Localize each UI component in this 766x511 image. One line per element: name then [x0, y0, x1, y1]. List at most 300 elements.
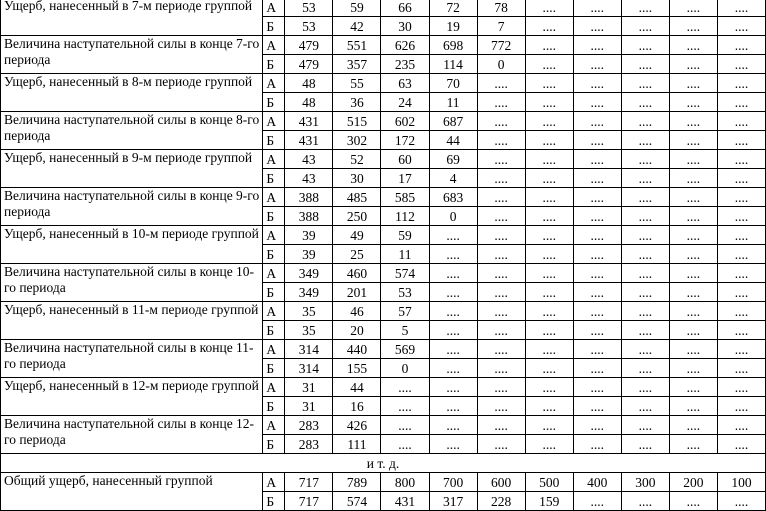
group-label-a: А	[263, 416, 285, 435]
table-row	[1, 188, 766, 207]
value-cell: ....	[717, 169, 765, 188]
value-cell: 426	[333, 416, 381, 435]
value-cell: ....	[717, 188, 765, 207]
value-cell: 440	[333, 340, 381, 359]
value-cell: ....	[621, 150, 669, 169]
value-cell: ....	[573, 245, 621, 264]
value-cell: 789	[333, 473, 381, 492]
value-cell: 48	[285, 74, 333, 93]
value-cell: 43	[285, 150, 333, 169]
row-label: Ущерб, нанесенный в 11-м периоде группой	[1, 302, 263, 340]
value-cell: ....	[525, 150, 573, 169]
value-cell: 100	[717, 473, 765, 492]
value-cell: 431	[285, 131, 333, 150]
value-cell: 11	[429, 93, 477, 112]
value-cell: 155	[333, 359, 381, 378]
table-row	[1, 378, 766, 397]
value-cell: 44	[429, 131, 477, 150]
value-cell: ....	[525, 112, 573, 131]
value-cell: ....	[525, 17, 573, 36]
value-cell: 515	[333, 112, 381, 131]
value-cell: ....	[621, 435, 669, 454]
row-label: Величина наступательной силы в конце 11-го периода	[1, 340, 263, 378]
group-label-a: А	[263, 112, 285, 131]
group-label-b: Б	[263, 207, 285, 226]
value-cell: ....	[477, 378, 525, 397]
value-cell: ....	[621, 283, 669, 302]
group-label-b: Б	[263, 397, 285, 416]
value-cell: ....	[525, 302, 573, 321]
value-cell: ....	[669, 264, 717, 283]
value-cell: 772	[477, 36, 525, 55]
row-label: Величина наступательной силы в конце 7-го периода	[1, 36, 263, 74]
value-cell: ....	[381, 416, 429, 435]
value-cell: 357	[333, 55, 381, 74]
value-cell: 20	[333, 321, 381, 340]
value-cell: ....	[717, 359, 765, 378]
value-cell: ....	[477, 245, 525, 264]
value-cell: 35	[285, 321, 333, 340]
value-cell: 30	[333, 169, 381, 188]
value-cell: ....	[525, 188, 573, 207]
group-label-b: Б	[263, 321, 285, 340]
value-cell: ....	[621, 245, 669, 264]
value-cell: 25	[333, 245, 381, 264]
row-label: Ущерб, нанесенный в 10-м периоде группой	[1, 226, 263, 264]
value-cell: 48	[285, 93, 333, 112]
etc-label: и т. д.	[1, 454, 766, 473]
value-cell: ....	[669, 131, 717, 150]
value-cell: ....	[573, 93, 621, 112]
value-cell: 0	[381, 359, 429, 378]
value-cell: ....	[669, 340, 717, 359]
value-cell: ....	[669, 226, 717, 245]
value-cell: 585	[381, 188, 429, 207]
row-label: Величина наступательной силы в конце 9-го периода	[1, 188, 263, 226]
value-cell: ....	[573, 188, 621, 207]
value-cell: ....	[669, 416, 717, 435]
value-cell: ....	[717, 207, 765, 226]
value-cell: ....	[573, 416, 621, 435]
group-label-a: А	[263, 302, 285, 321]
group-label-b: Б	[263, 435, 285, 454]
value-cell: 250	[333, 207, 381, 226]
value-cell: 317	[429, 492, 477, 511]
value-cell: ....	[429, 226, 477, 245]
value-cell: ....	[717, 74, 765, 93]
value-cell: ....	[525, 416, 573, 435]
group-label-a: А	[263, 340, 285, 359]
value-cell: ....	[621, 321, 669, 340]
value-cell: 112	[381, 207, 429, 226]
value-cell: ....	[573, 321, 621, 340]
value-cell: 70	[429, 74, 477, 93]
table-row	[1, 74, 766, 93]
value-cell: ....	[621, 17, 669, 36]
group-label-b: Б	[263, 93, 285, 112]
value-cell: ....	[525, 321, 573, 340]
group-label-b: Б	[263, 17, 285, 36]
value-cell: 53	[285, 0, 333, 17]
value-cell: 39	[285, 226, 333, 245]
value-cell: ....	[525, 435, 573, 454]
value-cell: ....	[525, 55, 573, 74]
value-cell: 698	[429, 36, 477, 55]
value-cell: ....	[573, 55, 621, 74]
value-cell: ....	[573, 74, 621, 93]
value-cell: ....	[525, 131, 573, 150]
value-cell: ....	[621, 0, 669, 17]
value-cell: ....	[669, 492, 717, 511]
value-cell: ....	[525, 93, 573, 112]
table-row	[1, 150, 766, 169]
value-cell: ....	[573, 435, 621, 454]
value-cell: 60	[381, 150, 429, 169]
value-cell: ....	[621, 226, 669, 245]
value-cell: ....	[573, 359, 621, 378]
value-cell: ....	[573, 112, 621, 131]
table-row	[1, 302, 766, 321]
row-label: Ущерб, нанесенный в 8-м периоде группой	[1, 74, 263, 112]
value-cell: ....	[669, 55, 717, 74]
value-cell: 49	[333, 226, 381, 245]
value-cell: ....	[669, 283, 717, 302]
row-label: Общий ущерб, нанесенный группой	[1, 473, 263, 511]
value-cell: 479	[285, 55, 333, 74]
value-cell: ....	[717, 435, 765, 454]
value-cell: 55	[333, 74, 381, 93]
value-cell: ....	[669, 17, 717, 36]
value-cell: ....	[429, 416, 477, 435]
value-cell: ....	[525, 169, 573, 188]
value-cell: ....	[429, 340, 477, 359]
value-cell: ....	[717, 264, 765, 283]
value-cell: ....	[621, 340, 669, 359]
value-cell: ....	[477, 150, 525, 169]
value-cell: ....	[525, 74, 573, 93]
value-cell: 349	[285, 283, 333, 302]
value-cell: ....	[669, 302, 717, 321]
value-cell: ....	[621, 264, 669, 283]
table-row	[1, 340, 766, 359]
value-cell: 283	[285, 435, 333, 454]
value-cell: 39	[285, 245, 333, 264]
value-cell: ....	[429, 264, 477, 283]
value-cell: 114	[429, 55, 477, 74]
value-cell: 36	[333, 93, 381, 112]
value-cell: ....	[429, 397, 477, 416]
value-cell: 35	[285, 302, 333, 321]
value-cell: ....	[717, 36, 765, 55]
value-cell: 431	[381, 492, 429, 511]
row-label: Величина наступательной силы в конце 10-го периода	[1, 264, 263, 302]
value-cell: ....	[477, 93, 525, 112]
table-row	[1, 264, 766, 283]
value-cell: ....	[429, 245, 477, 264]
value-cell: ....	[669, 359, 717, 378]
value-cell: ....	[621, 302, 669, 321]
group-label-b: Б	[263, 492, 285, 511]
value-cell: ....	[477, 188, 525, 207]
value-cell: ....	[573, 36, 621, 55]
value-cell: ....	[669, 150, 717, 169]
value-cell: ....	[381, 378, 429, 397]
value-cell: 314	[285, 340, 333, 359]
value-cell: ....	[525, 226, 573, 245]
value-cell: ....	[717, 55, 765, 74]
value-cell: 30	[381, 17, 429, 36]
value-cell: 57	[381, 302, 429, 321]
value-cell: ....	[717, 131, 765, 150]
value-cell: ....	[621, 112, 669, 131]
value-cell: 31	[285, 378, 333, 397]
value-cell: ....	[525, 359, 573, 378]
value-cell: ....	[621, 169, 669, 188]
value-cell: ....	[717, 226, 765, 245]
group-label-a: А	[263, 36, 285, 55]
value-cell: 717	[285, 492, 333, 511]
table-row	[1, 36, 766, 55]
value-cell: ....	[621, 397, 669, 416]
value-cell: ....	[717, 93, 765, 112]
value-cell: ....	[525, 207, 573, 226]
value-cell: 479	[285, 36, 333, 55]
value-cell: 11	[381, 245, 429, 264]
value-cell: 283	[285, 416, 333, 435]
group-label-a: А	[263, 473, 285, 492]
value-cell: 69	[429, 150, 477, 169]
value-cell: 460	[333, 264, 381, 283]
value-cell: ....	[717, 245, 765, 264]
value-cell: 52	[333, 150, 381, 169]
value-cell: ....	[429, 321, 477, 340]
value-cell: ....	[669, 207, 717, 226]
value-cell: ....	[717, 492, 765, 511]
value-cell: 200	[669, 473, 717, 492]
value-cell: ....	[573, 264, 621, 283]
value-cell: 388	[285, 207, 333, 226]
group-label-b: Б	[263, 283, 285, 302]
group-label-a: А	[263, 226, 285, 245]
value-cell: ....	[669, 112, 717, 131]
value-cell: 44	[333, 378, 381, 397]
value-cell: ....	[717, 17, 765, 36]
group-label-a: А	[263, 150, 285, 169]
group-label-a: А	[263, 74, 285, 93]
value-cell: ....	[429, 283, 477, 302]
value-cell: ....	[429, 359, 477, 378]
value-cell: 687	[429, 112, 477, 131]
value-cell: ....	[717, 397, 765, 416]
value-cell: 574	[333, 492, 381, 511]
value-cell: ....	[477, 264, 525, 283]
value-cell: 201	[333, 283, 381, 302]
group-label-b: Б	[263, 359, 285, 378]
table-row	[1, 112, 766, 131]
value-cell: ....	[525, 397, 573, 416]
value-cell: ....	[525, 378, 573, 397]
value-cell: ....	[669, 93, 717, 112]
value-cell: 500	[525, 473, 573, 492]
value-cell: ....	[477, 359, 525, 378]
value-cell: ....	[621, 55, 669, 74]
value-cell: ....	[669, 435, 717, 454]
value-cell: 59	[381, 226, 429, 245]
value-cell: ....	[573, 17, 621, 36]
value-cell: 574	[381, 264, 429, 283]
row-label: Ущерб, нанесенный в 7-м периоде группой	[1, 0, 263, 36]
value-cell: 72	[429, 0, 477, 17]
value-cell: ....	[477, 131, 525, 150]
group-label-a: А	[263, 378, 285, 397]
value-cell: 551	[333, 36, 381, 55]
value-cell: ....	[573, 169, 621, 188]
value-cell: ....	[621, 359, 669, 378]
value-cell: 159	[525, 492, 573, 511]
value-cell: 388	[285, 188, 333, 207]
table-row	[1, 416, 766, 435]
value-cell: 7	[477, 17, 525, 36]
value-cell: 42	[333, 17, 381, 36]
table-body	[1, 0, 766, 511]
value-cell: ....	[717, 340, 765, 359]
value-cell: 314	[285, 359, 333, 378]
value-cell: 78	[477, 0, 525, 17]
group-label-b: Б	[263, 55, 285, 74]
group-label-a: А	[263, 264, 285, 283]
value-cell: ....	[669, 0, 717, 17]
value-cell: ....	[669, 74, 717, 93]
value-cell: ....	[573, 207, 621, 226]
value-cell: 0	[477, 55, 525, 74]
value-cell: ....	[525, 36, 573, 55]
value-cell: ....	[573, 378, 621, 397]
value-cell: 602	[381, 112, 429, 131]
group-label-a: А	[263, 188, 285, 207]
group-label-a: А	[263, 0, 285, 17]
value-cell: ....	[621, 188, 669, 207]
value-cell: ....	[717, 302, 765, 321]
value-cell: ....	[477, 302, 525, 321]
value-cell: ....	[621, 36, 669, 55]
value-cell: ....	[669, 245, 717, 264]
value-cell: 349	[285, 264, 333, 283]
value-cell: 66	[381, 0, 429, 17]
value-cell: ....	[669, 188, 717, 207]
value-cell: 4	[429, 169, 477, 188]
value-cell: 0	[429, 207, 477, 226]
value-cell: ....	[669, 321, 717, 340]
value-cell: ....	[717, 321, 765, 340]
row-label: Величина наступательной силы в конце 8-го периода	[1, 112, 263, 150]
value-cell: 24	[381, 93, 429, 112]
value-cell: 485	[333, 188, 381, 207]
value-cell: ....	[573, 340, 621, 359]
value-cell: ....	[477, 112, 525, 131]
value-cell: ....	[477, 435, 525, 454]
value-cell: ....	[669, 36, 717, 55]
value-cell: 63	[381, 74, 429, 93]
value-cell: ....	[477, 169, 525, 188]
value-cell: ....	[525, 264, 573, 283]
table-row-etc	[1, 454, 766, 473]
value-cell: ....	[669, 397, 717, 416]
table-row	[1, 0, 766, 17]
value-cell: 16	[333, 397, 381, 416]
value-cell: ....	[573, 302, 621, 321]
value-cell: ....	[477, 283, 525, 302]
value-cell: 172	[381, 131, 429, 150]
value-cell: 683	[429, 188, 477, 207]
value-cell: 569	[381, 340, 429, 359]
group-label-b: Б	[263, 131, 285, 150]
value-cell: ....	[477, 321, 525, 340]
value-cell: ....	[381, 397, 429, 416]
value-cell: 800	[381, 473, 429, 492]
value-cell: ....	[621, 492, 669, 511]
row-label: Величина наступательной силы в конце 12-го периода	[1, 416, 263, 454]
value-cell: ....	[525, 0, 573, 17]
value-cell: 700	[429, 473, 477, 492]
value-cell: ....	[573, 283, 621, 302]
value-cell: 53	[381, 283, 429, 302]
value-cell: ....	[573, 226, 621, 245]
group-label-b: Б	[263, 169, 285, 188]
value-cell: ....	[621, 93, 669, 112]
value-cell: ....	[621, 378, 669, 397]
value-cell: ....	[573, 397, 621, 416]
value-cell: 400	[573, 473, 621, 492]
value-cell: 31	[285, 397, 333, 416]
value-cell: 43	[285, 169, 333, 188]
value-cell: 5	[381, 321, 429, 340]
value-cell: ....	[717, 150, 765, 169]
value-cell: ....	[477, 226, 525, 245]
value-cell: ....	[573, 0, 621, 17]
value-cell: ....	[429, 435, 477, 454]
value-cell: ....	[477, 397, 525, 416]
value-cell: ....	[669, 378, 717, 397]
value-cell: ....	[621, 74, 669, 93]
value-cell: ....	[717, 378, 765, 397]
value-cell: 111	[333, 435, 381, 454]
value-cell: ....	[477, 340, 525, 359]
table-row	[1, 473, 766, 492]
value-cell: 19	[429, 17, 477, 36]
value-cell: 717	[285, 473, 333, 492]
value-cell: ....	[573, 492, 621, 511]
value-cell: 302	[333, 131, 381, 150]
value-cell: ....	[717, 112, 765, 131]
value-cell: ....	[717, 0, 765, 17]
value-cell: ....	[621, 416, 669, 435]
value-cell: ....	[525, 340, 573, 359]
row-label: Ущерб, нанесенный в 9-м периоде группой	[1, 150, 263, 188]
value-cell: 300	[621, 473, 669, 492]
value-cell: 626	[381, 36, 429, 55]
value-cell: 235	[381, 55, 429, 74]
value-cell: ....	[621, 207, 669, 226]
value-cell: ....	[381, 435, 429, 454]
value-cell: ....	[573, 131, 621, 150]
value-cell: 46	[333, 302, 381, 321]
value-cell: ....	[525, 283, 573, 302]
value-cell: ....	[477, 74, 525, 93]
value-cell: ....	[717, 416, 765, 435]
row-label: Ущерб, нанесенный в 12-м периоде группой	[1, 378, 263, 416]
value-cell: 17	[381, 169, 429, 188]
value-cell: 600	[477, 473, 525, 492]
